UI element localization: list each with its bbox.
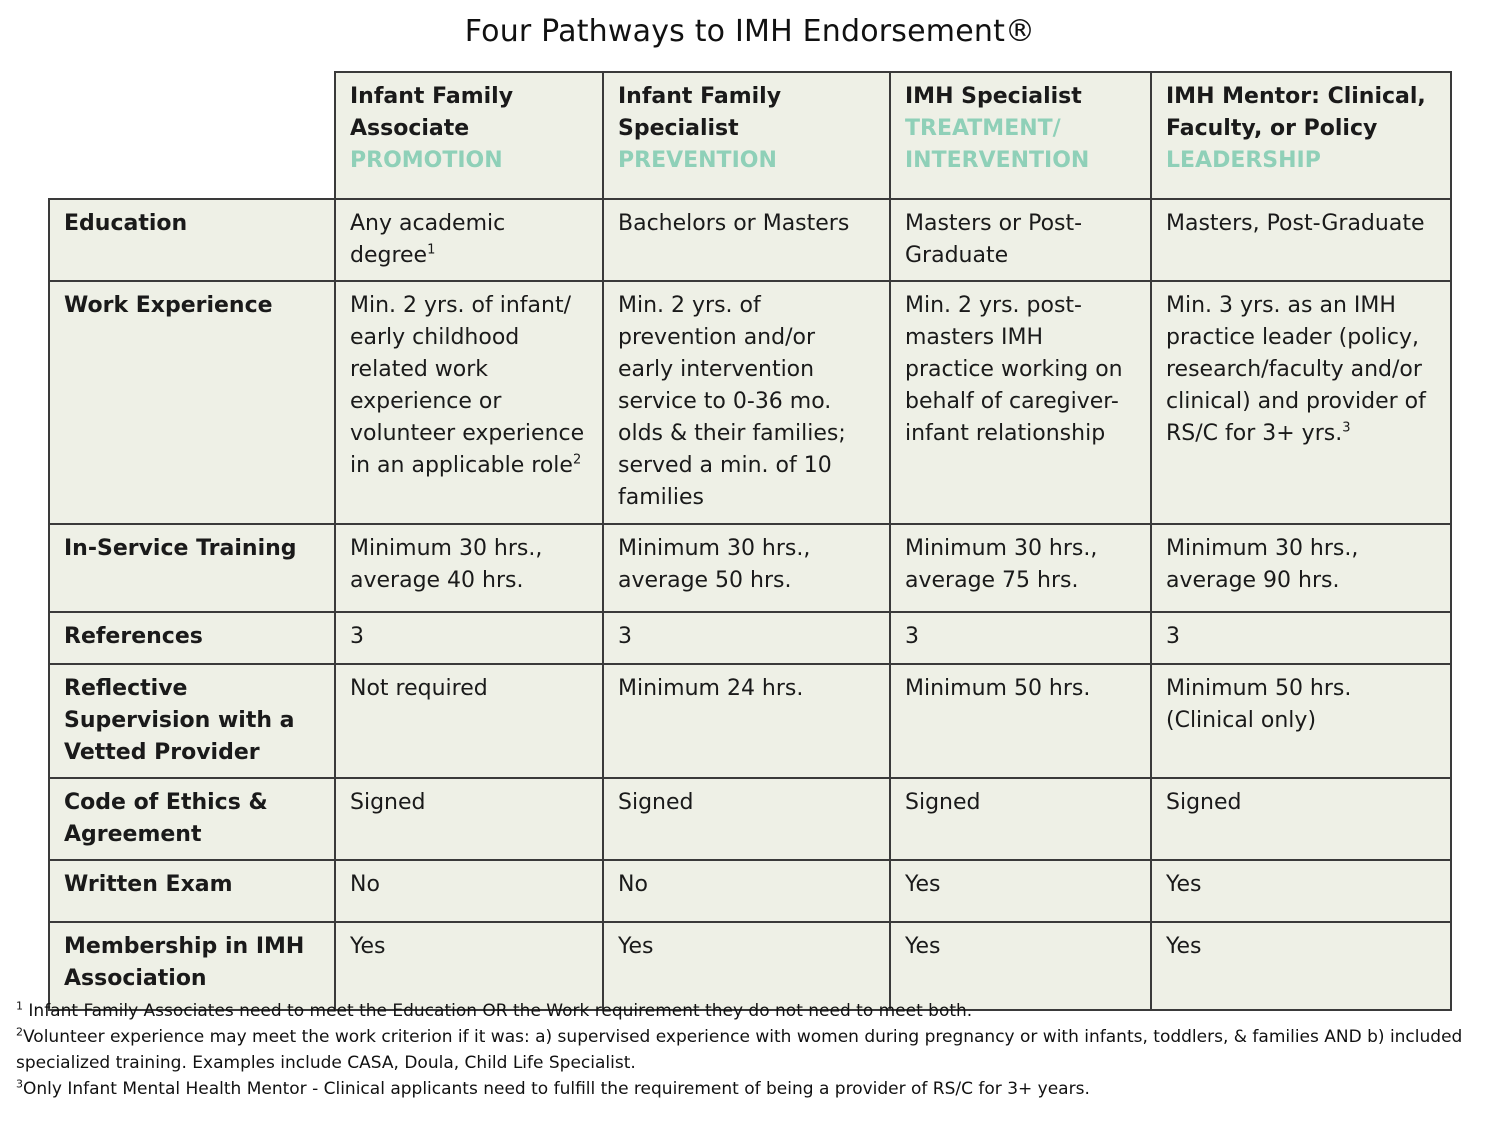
- row-label: Membership in IMH Association: [49, 922, 335, 1010]
- table-cell: Signed: [335, 778, 603, 860]
- table-cell: Minimum 50 hrs. (Clinical only): [1151, 664, 1451, 778]
- column-header-specialist: [603, 72, 890, 199]
- table-cell: Minimum 30 hrs., average 90 hrs.: [1151, 524, 1451, 612]
- table-row-reflective-supervision: [49, 664, 1451, 778]
- table-cell: Yes: [1151, 860, 1451, 922]
- table-cell: Signed: [1151, 778, 1451, 860]
- table-cell: Masters or Post-Graduate: [890, 199, 1151, 281]
- table-row-written-exam: [49, 860, 1451, 922]
- table-cell: 3: [1151, 612, 1451, 664]
- table-cell: Any academic degree$^1$: [335, 199, 603, 281]
- column-category: INTERVENTION: [905, 148, 1090, 173]
- table-cell: Min. 3 yrs. as an IMH practice leader (policy, research/faculty and/or clinical) and provider of RS/C for 3+ yrs.$^3$: [1151, 281, 1451, 524]
- column-category: PREVENTION: [618, 148, 777, 173]
- row-label: Education: [49, 199, 335, 281]
- table-cell: No: [335, 860, 603, 922]
- column-title: Specialist: [618, 116, 739, 141]
- column-category: LEADERSHIP: [1166, 148, 1321, 173]
- table-cell: Yes: [890, 860, 1151, 922]
- table-row-education: [49, 199, 1451, 281]
- table-row-code-of-ethics: [49, 778, 1451, 860]
- row-label: In-Service Training: [49, 524, 335, 612]
- row-label: Code of Ethics & Agreement: [49, 778, 335, 860]
- footnote-mark: 1: [427, 242, 436, 258]
- column-header-imh-specialist: [890, 72, 1151, 199]
- column-header-mentor: [1151, 72, 1451, 199]
- table-cell: 3: [603, 612, 890, 664]
- table-cell: Bachelors or Masters: [603, 199, 890, 281]
- table-row-work-experience: [49, 281, 1451, 524]
- column-category: PROMOTION: [350, 148, 503, 173]
- row-label: Reflective Supervision with a Vetted Provider: [49, 664, 335, 778]
- footnote-mark: 3: [1342, 420, 1351, 436]
- column-title: Faculty, or Policy: [1166, 116, 1378, 141]
- table-cell: Minimum 50 hrs.: [890, 664, 1151, 778]
- footnote: $^1$ Infant Family Associates need to meet the Education OR the Work requirement they do not need to meet both.: [16, 999, 973, 1021]
- column-header-associate: [335, 72, 603, 199]
- corner-cell: [49, 72, 335, 199]
- table-row-in-service-training: [49, 524, 1451, 612]
- table-cell: Yes: [1151, 922, 1451, 1010]
- table-cell: Minimum 30 hrs., average 50 hrs.: [603, 524, 890, 612]
- table-cell: Minimum 30 hrs., average 75 hrs.: [890, 524, 1151, 612]
- table-cell: Signed: [890, 778, 1151, 860]
- footnote-mark: 2: [572, 452, 582, 468]
- page-title: Four Pathways to IMH Endorsement®: [464, 14, 1036, 49]
- footnote: $^3$Only Infant Mental Health Mentor - Clinical applicants need to fulfill the requirement of being a provider of RS/C for 3+ years.: [16, 1077, 1090, 1099]
- column-title: Infant Family: [618, 84, 782, 109]
- table-cell: 3: [890, 612, 1151, 664]
- column-title: Associate: [350, 116, 470, 141]
- footnote: $^2$Volunteer experience may meet the work criterion if it was: a) supervised experience with women during pregnancy or with infants, toddlers, & families AND b) included specialized training. Examples include CASA, Doula, Child Life Specialist.: [16, 1025, 1463, 1073]
- table-cell: Masters, Post-Graduate: [1151, 199, 1451, 281]
- table-cell: Min. 2 yrs. of prevention and/or early intervention service to 0-36 mo. olds & their families; served a min. of 10 families: [603, 281, 890, 524]
- table-cell: Yes: [335, 922, 603, 1010]
- table-cell: Yes: [890, 922, 1151, 1010]
- column-title: IMH Mentor: Clinical,: [1166, 84, 1426, 109]
- table-cell: Minimum 24 hrs.: [603, 664, 890, 778]
- table-cell: 3: [335, 612, 603, 664]
- table-cell: Minimum 30 hrs., average 40 hrs.: [335, 524, 603, 612]
- table-row-references: [49, 612, 1451, 664]
- row-label: Work Experience: [49, 281, 335, 524]
- column-category: TREATMENT/: [905, 116, 1061, 141]
- table-cell: Not required: [335, 664, 603, 778]
- table-row-membership: [49, 922, 1451, 1010]
- table-cell: Yes: [603, 922, 890, 1010]
- table-cell: Min. 2 yrs. post-masters IMH practice working on behalf of caregiver-infant relationship: [890, 281, 1151, 524]
- header-row: [49, 72, 1451, 199]
- table-cell: No: [603, 860, 890, 922]
- table-cell: Signed: [603, 778, 890, 860]
- row-label: Written Exam: [49, 860, 335, 922]
- table-cell: Min. 2 yrs. of infant/ early childhood related work experience or volunteer experience in an applicable role$^2$: [335, 281, 603, 524]
- pathways-table: [48, 71, 1452, 1011]
- footnotes: [16, 998, 1486, 1102]
- column-title: IMH Specialist: [905, 84, 1082, 109]
- column-title: Infant Family: [350, 84, 514, 109]
- row-label: References: [49, 612, 335, 664]
